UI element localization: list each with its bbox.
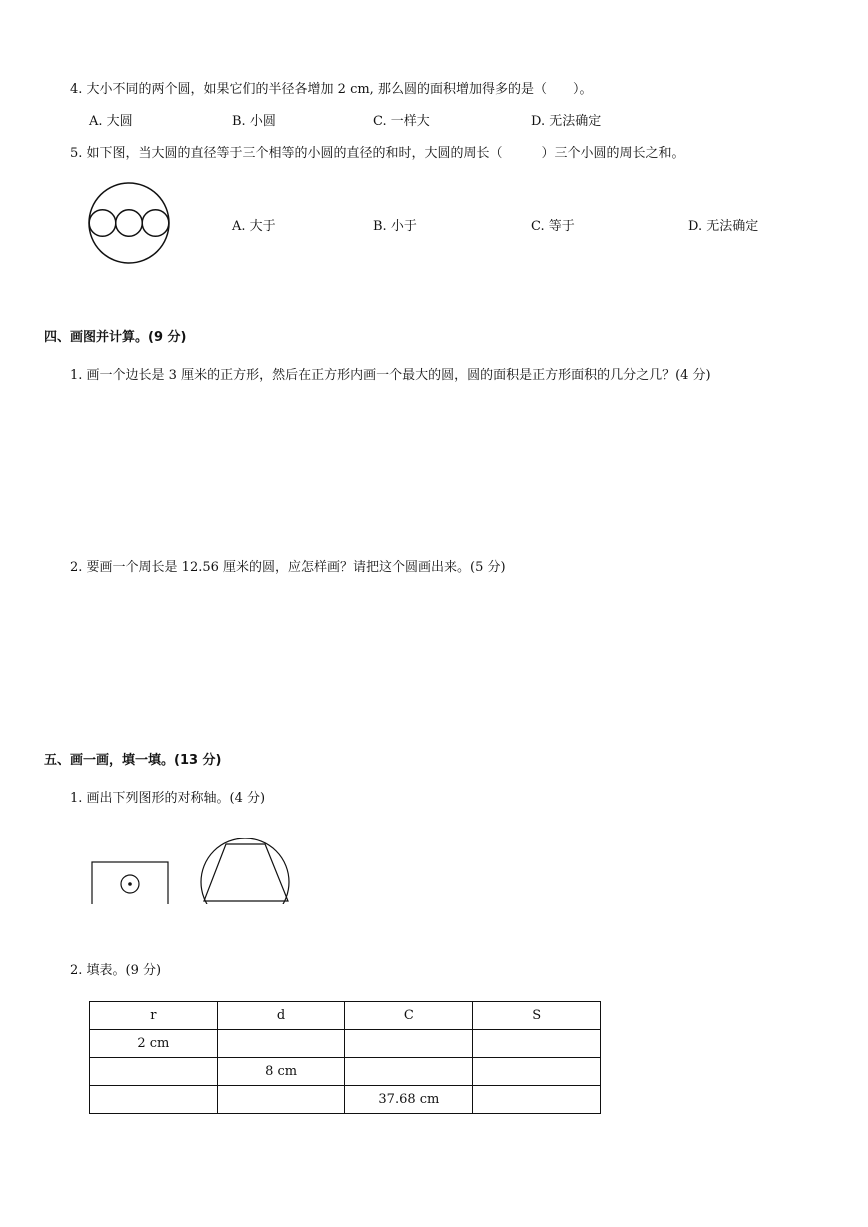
symmetry-figures (90, 838, 295, 904)
table-header-cell: C (345, 1002, 473, 1030)
q4-option-d: D. 无法确定 (531, 114, 602, 129)
table-cell[interactable]: 37.68 cm (345, 1086, 473, 1114)
q4-option-a: A. 大圆 (89, 114, 133, 129)
section4-q1: 1. 画一个边长是 3 厘米的正方形，然后在正方形内画一个最大的圆，圆的面积是正方形面积的几分之几？(4 分) (70, 368, 711, 383)
table-cell[interactable] (473, 1058, 601, 1086)
table-row (90, 1086, 601, 1114)
trapezoid-shape (204, 844, 288, 901)
section4-q2: 2. 要画一个周长是 12.56 厘米的圆，应怎样画？请把这个圆画出来。(5 分) (70, 560, 506, 575)
table-row (90, 1030, 601, 1058)
q5-option-b: B. 小于 (373, 219, 417, 234)
section5-q1: 1. 画出下列图形的对称轴。(4 分) (70, 791, 266, 806)
section5-heading: 五、画一画，填一填。(13 分) (44, 753, 222, 768)
q5-option-a: A. 大于 (232, 219, 276, 234)
q5-option-d: D. 无法确定 (688, 219, 759, 234)
table-cell[interactable] (90, 1086, 218, 1114)
q4-option-b: B. 小圆 (232, 114, 276, 129)
table-cell[interactable]: 8 cm (217, 1058, 345, 1086)
q4-text: 4. 大小不同的两个圆，如果它们的半径各增加 2 cm, 那么圆的面积增加得多的是（ ）。 (70, 82, 593, 97)
table-cell[interactable] (217, 1086, 345, 1114)
q5-text: 5. 如下图，当大圆的直径等于三个相等的小圆的直径的和时，大圆的周长（ ）三个小圆的周长之和。 (70, 146, 685, 161)
table-header-cell: d (217, 1002, 345, 1030)
table-cell[interactable] (473, 1030, 601, 1058)
table-cell[interactable] (473, 1086, 601, 1114)
three-circles-in-circle-figure (86, 181, 172, 267)
table-header-cell: S (473, 1002, 601, 1030)
table-cell[interactable]: 2 cm (90, 1030, 218, 1058)
table-cell[interactable] (90, 1058, 218, 1086)
fill-table (89, 1001, 601, 1114)
small-circle-left (89, 210, 116, 237)
table-cell[interactable] (217, 1030, 345, 1058)
table-row (90, 1058, 601, 1086)
table-header-row (90, 1002, 601, 1030)
table-cell[interactable] (345, 1058, 473, 1086)
table-cell[interactable] (345, 1030, 473, 1058)
q4-option-c: C. 一样大 (373, 114, 430, 129)
small-circle-middle (116, 210, 143, 237)
center-dot (128, 882, 132, 886)
small-circle-right (142, 210, 169, 237)
section5-q2: 2. 填表。(9 分) (70, 963, 162, 978)
table-header-cell: r (90, 1002, 218, 1030)
big-circle (89, 183, 169, 263)
q5-option-c: C. 等于 (531, 219, 575, 234)
section4-heading: 四、画图并计算。(9 分) (44, 330, 187, 345)
